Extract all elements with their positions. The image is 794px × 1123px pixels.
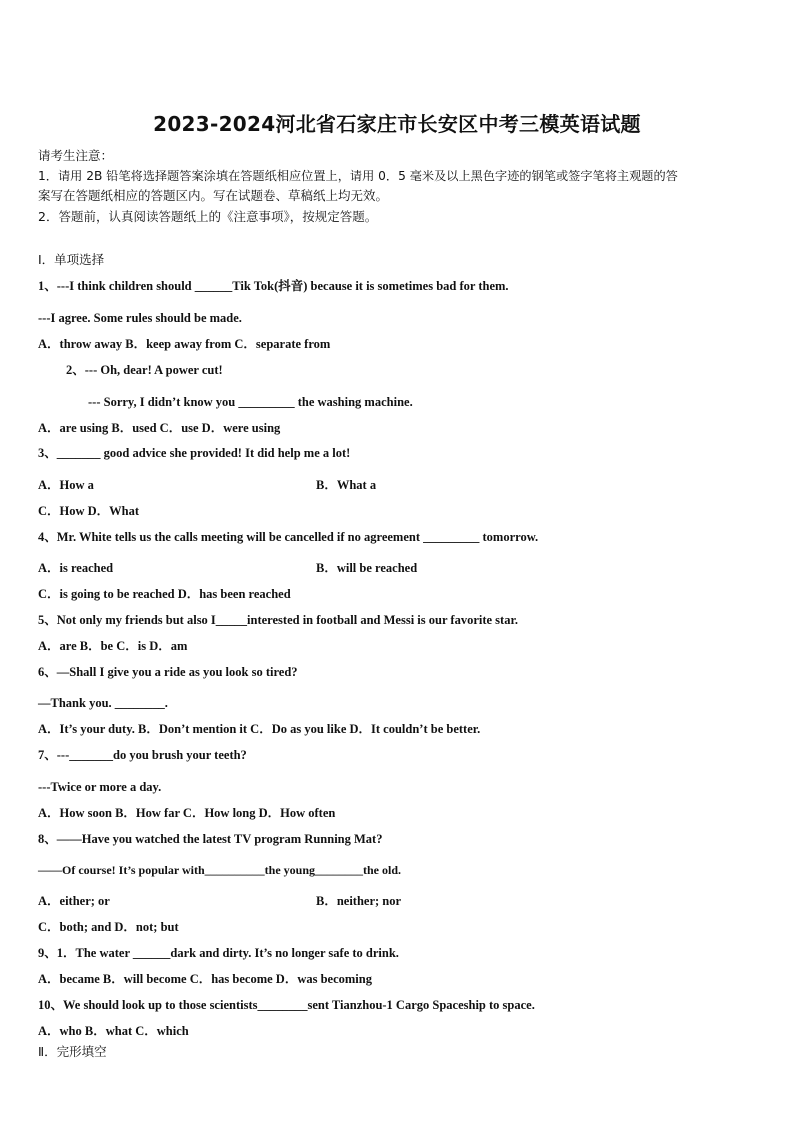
question-1: 1、---I think children should ______Tik Tok(抖音) because it is sometimes bad for them. bbox=[38, 279, 509, 293]
notice-line-2: 2．答题前，认真阅读答题纸上的《注意事项》，按规定答题。 bbox=[38, 209, 378, 224]
notice-header: 请考生注意： bbox=[38, 148, 114, 163]
question-3-option-a: A．How a bbox=[38, 478, 94, 492]
section-heading-1: Ⅰ．单项选择 bbox=[38, 252, 105, 267]
question-2-options: A．are using B．used C．use D．were using bbox=[38, 421, 281, 435]
page-title: 2023-2024河北省石家庄市长安区中考三模英语试题 bbox=[153, 112, 641, 136]
question-4-option-b: B．will be reached bbox=[316, 561, 418, 575]
question-6-reply: —Thank you. ________. bbox=[38, 696, 168, 710]
question-8-option-cd: C．both; and D．not; but bbox=[38, 920, 179, 934]
question-8: 8、——Have you watched the latest TV program Running Mat? bbox=[38, 832, 383, 846]
question-9: 9、1．The water ______dark and dirty. It’s no longer safe to drink. bbox=[38, 946, 399, 960]
question-10: 10、We should look up to those scientists________sent Tianzhou-1 Cargo Spaceship to space. bbox=[38, 998, 535, 1012]
question-10-options: A．who B．what C．which bbox=[38, 1024, 189, 1038]
question-5-options: A．are B．be C．is D．am bbox=[38, 639, 188, 653]
question-4: 4、Mr. White tells us the calls meeting will be cancelled if no agreement _________ tomorrow. bbox=[38, 530, 539, 544]
question-3-option-b: B．What a bbox=[316, 478, 377, 492]
question-8-option-b: B．neither; nor bbox=[316, 894, 402, 908]
question-2-reply: --- Sorry, I didn’t know you _________ the washing machine. bbox=[88, 395, 413, 409]
question-7-reply: ---Twice or more a day. bbox=[38, 780, 162, 794]
question-3: 3、_______ good advice she provided! It did help me a lot! bbox=[38, 446, 351, 460]
section-heading-2: Ⅱ．完形填空 bbox=[38, 1044, 107, 1059]
question-1-options: A．throw away B．keep away from C．separate from bbox=[38, 337, 331, 351]
question-8-option-a: A．either; or bbox=[38, 894, 110, 908]
notice-line-1a: 1．请用 2B 铅笔将选择题答案涂填在答题纸相应位置上，请用 0．5 毫米及以上黑色字迹的钢笔或签字笔将主观题的答 bbox=[38, 169, 678, 183]
question-7: 7、---_______do you brush your teeth? bbox=[38, 748, 247, 762]
question-1-reply: ---I agree. Some rules should be made. bbox=[38, 311, 242, 325]
question-5: 5、Not only my friends but also I_____interested in football and Messi is our favorite star. bbox=[38, 613, 518, 627]
question-7-options: A．How soon B．How far C．How long D．How often bbox=[38, 806, 336, 820]
question-4-option-a: A．is reached bbox=[38, 561, 114, 575]
question-3-option-cd: C．How D．What bbox=[38, 504, 140, 518]
question-6: 6、—Shall I give you a ride as you look so tired? bbox=[38, 665, 298, 679]
question-8-reply: ——Of course! It’s popular with__________the young________the old. bbox=[38, 863, 402, 877]
question-6-options: A．It’s your duty. B．Don’t mention it C．Do as you like D．It couldn’t be better. bbox=[38, 722, 481, 736]
question-9-options: A．became B．will become C．has become D．was becoming bbox=[38, 972, 372, 986]
question-2: 2、--- Oh, dear! A power cut! bbox=[66, 363, 223, 377]
question-4-option-cd: C．is going to be reached D．has been reached bbox=[38, 587, 291, 601]
notice-line-1b: 案写在答题纸相应的答题区内。写在试题卷、草稿纸上均无效。 bbox=[38, 188, 389, 203]
